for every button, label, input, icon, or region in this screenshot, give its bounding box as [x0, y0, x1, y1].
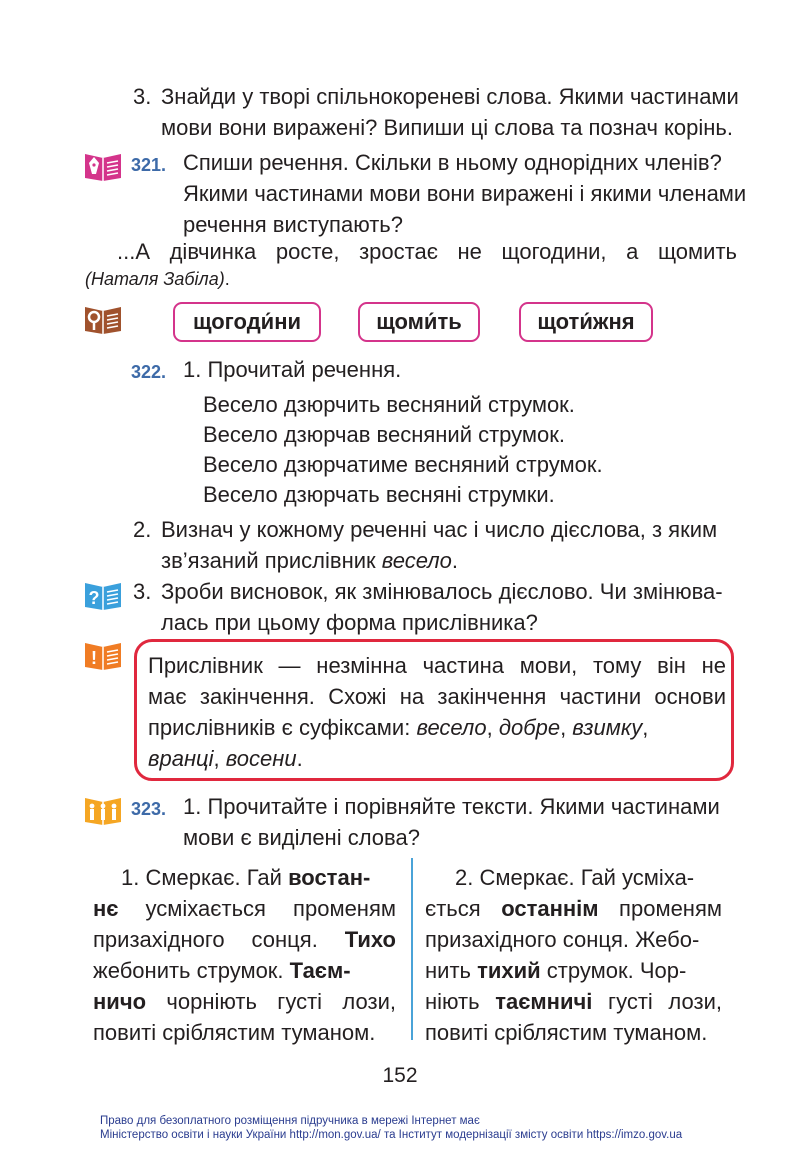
write-icon: [84, 151, 122, 181]
task-3-line-2: мови вони виражені? Випиши ці слова та познач корінь.: [161, 115, 733, 140]
quote-line: ...А дівчинка росте, зростає не щогодини, а щомить: [117, 239, 737, 264]
page-number: 152: [382, 1064, 418, 1087]
rule-line-1: Прислівник — незмінна частина мови, тому він не: [148, 653, 726, 678]
footer-line-2: Міністерство освіти і науки України http://mon.gov.ua/ та Інститут модернізації змісту освіти https://imzo.gov.ua: [100, 1129, 683, 1141]
rule-example-5: восени: [225, 746, 297, 771]
sentence-1: Весело дзюрчить весняний струмок.: [203, 392, 575, 417]
svg-text:!: !: [91, 648, 97, 668]
rule-line-3: прислівників є суфіксами: весело, добре, взимку,: [148, 715, 649, 740]
exercise-322-task-2-line-2: зв’язаний прислівник весело.: [161, 548, 459, 573]
vocab-word-2: щомить: [358, 302, 480, 342]
quote-author-line: [85, 266, 230, 292]
exercise-321-number: 321.: [131, 155, 167, 175]
exercise-323-line-2: мови є виділені слова?: [183, 825, 420, 850]
exercise-323-number: 323.: [131, 799, 167, 819]
exercise-321-line-3: речення виступають?: [183, 212, 403, 237]
column-divider: [411, 858, 413, 1040]
footer-line-1: Право для безоплатного розміщення підручника в мережі Інтернет має: [100, 1115, 480, 1127]
task-3-number: 3.: [133, 84, 152, 109]
sentence-4: Весело дзюрчать весняні струмки.: [203, 482, 555, 507]
exercise-321-line-2: Якими частинами мови вони виражені і якими членами: [183, 181, 747, 206]
rule-icon: [84, 640, 122, 670]
exercise-321-line-1: Спиши речення. Скільки в ньому однорідних членів?: [183, 150, 722, 175]
vocab-word-1: щогодини: [173, 302, 321, 342]
quote-author-period: .: [224, 269, 230, 289]
quote-author: (Наталя Забіла): [85, 269, 225, 289]
exercise-322-task-2-number: 2.: [133, 517, 152, 542]
rule-line-2: має закінчення. Схожі на закінчення частини основи: [148, 684, 726, 709]
rule-example-4: вранці: [148, 746, 214, 771]
svg-text:?: ?: [88, 588, 100, 608]
exercise-322-number: 322.: [131, 362, 167, 382]
vocab-word-3: щотижня: [519, 302, 653, 342]
exercise-322-task-2-line-1: Визнач у кожному реченні час і число дієслова, з яким: [161, 517, 718, 542]
rule-example-2: добре: [498, 715, 561, 740]
vocabulary-icon: [84, 304, 122, 334]
exercise-323-line-1: 1. Прочитайте і порівняйте тексти. Якими частинами: [183, 794, 720, 819]
exercise-322-task-3-number: 3.: [133, 579, 152, 604]
sentence-3: Весело дзюрчатиме весняний струмок.: [203, 452, 603, 477]
sentence-2: Весело дзюрчав весняний струмок.: [203, 422, 566, 447]
exercise-322-task-1: 1. Прочитай речення.: [183, 357, 402, 382]
rule-text: [148, 650, 726, 774]
group-work-icon: [84, 795, 122, 825]
text-2: 2. Смеркає. Гай усміха- ється останнім променям призахідного сонця. Жебо- нить тихий струмок. Чор- ніють таємничі густі лози, повиті сріблястим туманом.: [425, 865, 722, 1045]
rule-example-1: весело: [416, 715, 487, 740]
rule-line-4: вранці, восени.: [148, 746, 303, 771]
rule-example-3: взимку: [572, 715, 643, 740]
exercise-322-task-3-line-2: лась при цьому форма прислівника?: [161, 610, 538, 635]
task-3-line-1: Знайди у творі спільнокореневі слова. Якими частинами: [161, 84, 739, 109]
text-1: 1. Смеркає. Гай востан- нє усміхається променям призахідного сонця. Тихо жебонить струмок. Таєм- ничо чорніють густі лози, повиті сріблястим туманом.: [93, 865, 396, 1045]
question-icon: [84, 580, 122, 610]
exercise-322-task-3-line-1: Зроби висновок, як змінювалось дієслово. Чи змінюва-: [161, 579, 723, 604]
